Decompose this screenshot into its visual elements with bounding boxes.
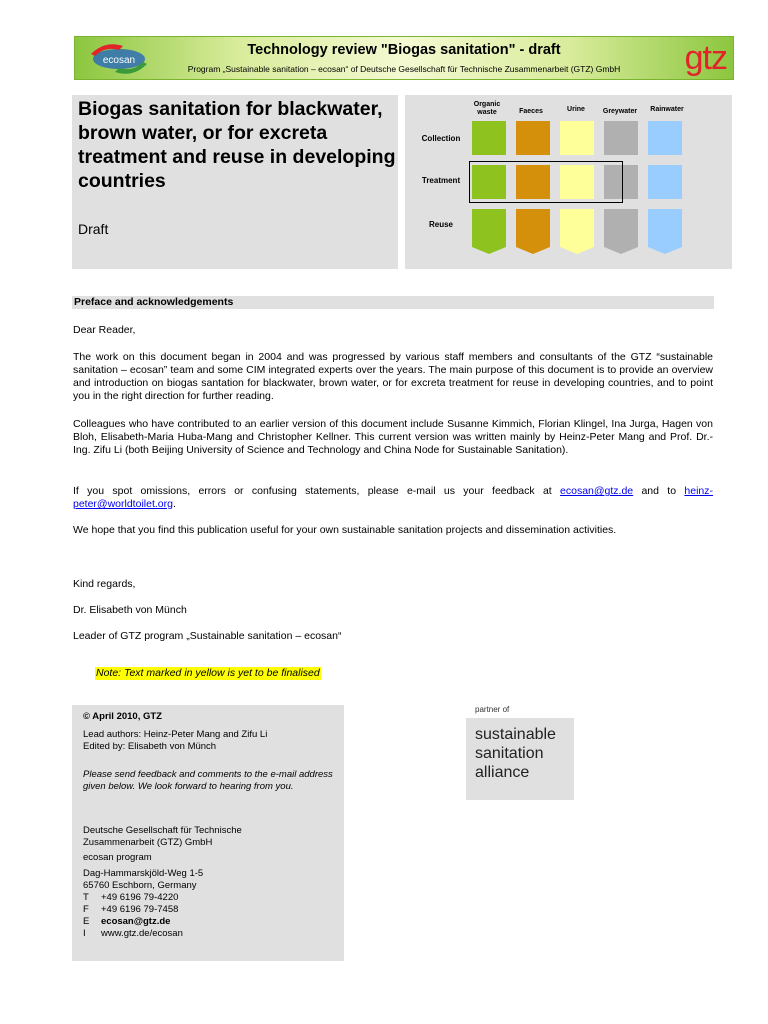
email-link-heinz-peter[interactable]: heinz-peter@worldtoilet.org — [73, 485, 713, 510]
paragraph-closing-hope: We hope that you find this publication useful for your own sustainable sanitation projects and dissemination activities. — [73, 524, 617, 536]
ecosan-logo-text: ecosan — [102, 55, 136, 66]
closing-salutation: Kind regards, — [73, 578, 136, 590]
matrix-cell — [648, 165, 682, 199]
down-arrow-icon — [604, 247, 638, 254]
email-label: E — [83, 916, 90, 927]
fax-row — [83, 904, 178, 916]
page-title: Biogas sanitation for blackwater, brown water, or for excreta treatment and reuse in developing countries — [78, 98, 396, 192]
program-name: ecosan program — [83, 852, 152, 863]
matrix-cell — [648, 209, 682, 247]
street-address: Dag-Hammarskjöld-Weg 1-5 — [83, 868, 204, 879]
matrix-cell — [604, 121, 638, 155]
matrix-column-faeces: Faeces — [519, 108, 543, 115]
treatment-highlight-frame — [469, 161, 623, 203]
matrix-cell — [472, 121, 506, 155]
document-title-banner: Technology review "Biogas sanitation" - draft — [247, 42, 561, 58]
web-label: I — [83, 928, 86, 939]
gtz-logo: gtz — [684, 39, 727, 77]
paragraph-intro: The work on this document began in 2004 and was progressed by various staff members and consultants of the GTZ “sustainable sanitation – ecosan” team and some CIM integrated experts over the years. The main purpose of this document is to provide an overview and introduction on biogas santation for blackwater, brown water, or for excreta treatment for reuse in developing countries, and to point you in the right direction for further reading. — [73, 351, 713, 402]
program-subtitle: Program „Sustainable sanitation – ecosan“ of Deutsche Gesellschaft für Technische Zusammenarbeit (GTZ) GmbH — [187, 64, 621, 74]
email-row — [83, 916, 170, 928]
sanitation-matrix — [405, 95, 732, 269]
fax-label: F — [83, 904, 89, 915]
matrix-column-rainwater: Rainwater — [650, 106, 684, 113]
phone-label: T — [83, 892, 89, 903]
matrix-row-treatment: Treatment — [421, 176, 461, 185]
matrix-row-reuse: Reuse — [428, 220, 453, 229]
feedback-text: If you spot omissions, errors or confusing statements, please e-mail us your feedback at — [73, 485, 561, 497]
paragraph-contributors: Colleagues who have contributed to an earlier version of this document include Susanne Kimmich, Florian Klingel, Ina Jurga, Hagen von Bloh, Elisabeth-Maria Huba-Mang and Christopher Kellner. This current version was written mainly by Heinz-Peter Mang and Prof. Dr.-Ing. Zifu Li (both Beijing University of Science and Technology and China Node for Sustainable Sanitation). — [73, 418, 713, 456]
down-arrow-icon — [648, 247, 682, 254]
partner-of-label: partner of — [475, 705, 510, 714]
yellow-note: Note: Text marked in yellow is yet to be finalised — [96, 667, 320, 679]
susana-line1: sustainable — [475, 726, 556, 743]
header-banner — [74, 36, 734, 80]
matrix-cell — [560, 209, 594, 247]
signatory-name: Dr. Elisabeth von Münch — [73, 604, 187, 616]
matrix-cell — [516, 209, 550, 247]
matrix-column-greywater: Greywater — [602, 108, 638, 115]
susana-logo-text — [475, 725, 556, 782]
web-row — [83, 928, 183, 940]
section-heading: Preface and acknowledgements — [72, 296, 714, 309]
phone-row — [83, 892, 178, 904]
susana-line2: sanitation — [475, 745, 544, 762]
title-box — [72, 95, 398, 269]
matrix-cell — [516, 121, 550, 155]
draft-label: Draft — [78, 221, 109, 237]
matrix-cell — [604, 209, 638, 247]
down-arrow-icon — [472, 247, 506, 254]
signatory-role: Leader of GTZ program „Sustainable sanitation – ecosan“ — [73, 630, 342, 642]
matrix-row-collection: Collection — [421, 134, 461, 143]
website: www.gtz.de/ecosan — [101, 928, 183, 939]
matrix-cell — [560, 121, 594, 155]
fax-number: +49 6196 79-7458 — [101, 904, 179, 915]
phone-number: +49 6196 79-4220 — [101, 892, 179, 903]
matrix-column-organic-waste: Organic waste — [473, 101, 501, 116]
greeting: Dear Reader, — [73, 324, 136, 336]
email-link-ecosan[interactable]: ecosan@gtz.de — [560, 485, 634, 497]
org-name-line2: Zusammenarbeit (GTZ) GmbH — [83, 837, 213, 848]
feedback-request: Please send feedback and comments to the e-mail address given below. We look forward to hearing from you. — [83, 769, 333, 792]
matrix-cell — [472, 209, 506, 247]
city-address: 65760 Eschborn, Germany — [83, 880, 197, 891]
feedback-text-end: . — [172, 498, 176, 510]
down-arrow-icon — [560, 247, 594, 254]
copyright-box — [72, 705, 344, 961]
editor: Edited by: Elisabeth von Münch — [83, 741, 217, 752]
susana-logo — [466, 718, 574, 800]
matrix-column-urine: Urine — [567, 106, 585, 113]
matrix-cell — [648, 121, 682, 155]
org-name-line1: Deutsche Gesellschaft für Technische — [83, 825, 242, 836]
paragraph-feedback — [73, 485, 713, 511]
feedback-text-middle: and to — [633, 485, 685, 497]
lead-authors: Lead authors: Heinz-Peter Mang and Zifu Li — [83, 729, 268, 740]
copyright-line: © April 2010, GTZ — [83, 711, 162, 722]
contact-email: ecosan@gtz.de — [101, 916, 171, 927]
susana-line3: alliance — [475, 764, 530, 781]
down-arrow-icon — [516, 247, 550, 254]
